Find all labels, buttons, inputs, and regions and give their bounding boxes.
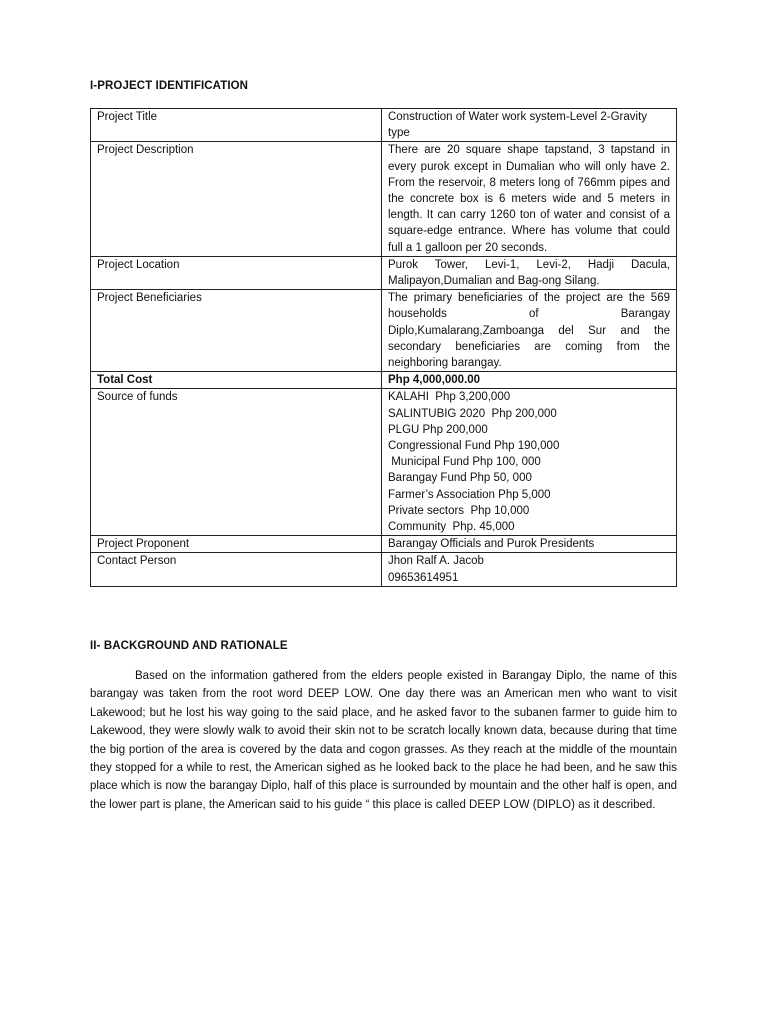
contact-person-label: Contact Person bbox=[91, 553, 382, 586]
total-cost-value: Php 4,000,000.00 bbox=[382, 372, 677, 389]
fund-line-barangay: Barangay Fund Php 50, 000 bbox=[388, 472, 532, 485]
project-location-label: Project Location bbox=[91, 256, 382, 289]
contact-name: Jhon Ralf A. Jacob bbox=[388, 555, 484, 568]
fund-line-plgu: PLGU Php 200,000 bbox=[388, 423, 488, 436]
table-row-project-beneficiaries bbox=[91, 290, 677, 372]
fund-line-salintubig: SALINTUBIG 2020 Php 200,000 bbox=[388, 407, 557, 420]
source-of-funds-list bbox=[382, 389, 677, 536]
fund-line-municipal: Municipal Fund Php 100, 000 bbox=[388, 456, 541, 469]
table-row-project-description bbox=[91, 142, 677, 256]
fund-line-community: Community Php. 45,000 bbox=[388, 521, 515, 534]
contact-person-value bbox=[382, 553, 677, 586]
project-title-label: Project Title bbox=[91, 109, 382, 142]
project-description-value: There are 20 square shape tapstand, 3 tapstand in every purok except in Dumalian who will only have 2. From the reservoir, 8 meters long of 766mm pipes and the concrete box is 6 meters wide and 5 meters in length. It can carry 1260 ton of water and consist of a square-edge entrance. Where has volume that could full a 1 galloon per 20 seconds. bbox=[382, 142, 677, 256]
table-row-contact-person bbox=[91, 553, 677, 586]
table-row-source-of-funds bbox=[91, 389, 677, 536]
table-row-project-proponent bbox=[91, 536, 677, 553]
fund-line-farmers-association: Farmer’s Association Php 5,000 bbox=[388, 488, 551, 501]
project-beneficiaries-value: The primary beneficiaries of the project are the 569 households of Barangay Diplo,Kumalarang,Zamboanga del Sur and the secondary beneficiaries are coming from the neighboring barangay. bbox=[382, 290, 677, 372]
fund-line-kalahi: KALAHI Php 3,200,000 bbox=[388, 391, 511, 404]
background-paragraph: Based on the information gathered from the elders people existed in Barangay Diplo, the name of this barangay was taken from the root word DEEP LOW. One day there was an American men who want to visit Lakewood; but he lost his way going to the said place, and he asked favor to the subanen farmer to guide him to Lakewood, they were slowly walk to avoid their skin not to be scratch locally known data, because during that time the big portion of the area is covered by the data and cogon grasses. As they reach at the middle of the mountain they stopped for a while to rest, the American sighed as he looked back to the place he had been, and he saw this place which is now the barangay Diplo, half of this place is surrounded by mountain and the other half is open, and the lower part is plane, the American said to his guide “ this place is called DEEP LOW (DIPLO) as it described. bbox=[90, 670, 677, 811]
source-of-funds-label: Source of funds bbox=[91, 389, 382, 536]
table-row-project-location bbox=[91, 256, 677, 289]
project-beneficiaries-label: Project Beneficiaries bbox=[91, 290, 382, 372]
project-description-label: Project Description bbox=[91, 142, 382, 256]
project-location-value: Purok Tower, Levi-1, Levi-2, Hadji Dacula, Malipayon,Dumalian and Bag-ong Silang. bbox=[382, 256, 677, 289]
project-title-value: Construction of Water work system-Level 2-Gravity type bbox=[382, 109, 677, 142]
project-identification-heading: I-PROJECT IDENTIFICATION bbox=[90, 80, 249, 92]
total-cost-label: Total Cost bbox=[91, 372, 382, 389]
fund-line-congressional: Congressional Fund Php 190,000 bbox=[388, 440, 560, 453]
contact-phone: 09653614951 bbox=[388, 571, 459, 584]
project-proponent-value: Barangay Officials and Purok Presidents bbox=[382, 536, 677, 553]
background-rationale-heading: II- BACKGROUND AND RATIONALE bbox=[90, 640, 288, 652]
table-row-total-cost bbox=[91, 372, 677, 389]
project-proponent-label: Project Proponent bbox=[91, 536, 382, 553]
project-identification-table bbox=[90, 108, 677, 587]
table-row-project-title bbox=[91, 109, 677, 142]
fund-line-private-sectors: Private sectors Php 10,000 bbox=[388, 504, 530, 517]
